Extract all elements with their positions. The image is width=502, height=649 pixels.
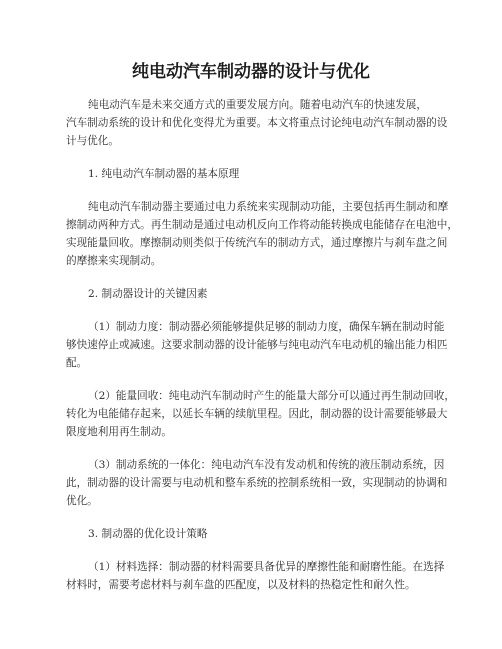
text-line: 够快速停止或减速。这要求制动器的设计能够与纯电动汽车电动机的输出能力相匹 [66,339,448,351]
text-line: （1）制动力度：制动器必须能够提供足够的制动力度，确保车辆在制动时能 [88,321,445,333]
text-line: 材料时，需要考虑材料与刹车盘的匹配度，以及材料的热稳定性和耐久性。 [66,579,416,591]
section-heading: 2. 制动器设计的关键因素 [88,288,208,300]
document-title: 纯电动汽车制动器的设计与优化 [132,62,370,82]
text-line: （1）材料选择：制动器的材料需要具备优异的摩擦性能和耐磨性能。在选择 [88,561,445,573]
text-line: （3）制动系统的一体化：纯电动汽车没有发动机和传统的液压制动系统，因 [88,459,445,471]
text-line: 计与优化。 [66,135,119,147]
text-line: 配。 [66,357,88,369]
text-line: 优化。 [66,495,98,507]
text-line: 此，制动器的设计需要与电动机和整车系统的控制系统相一致，实现制动的协调和 [66,477,448,489]
text-line: 纯电动汽车是未来交通方式的重要发展方向。随着电动汽车的快速发展， [88,99,427,111]
text-line: （2）能量回收：纯电动汽车制动时产生的能量大部分可以通过再生制动回收， [88,390,455,402]
text-line: 实现能量回收。摩擦制动则类似于传统汽车的制动方式，通过摩擦片与刹车盘之间 [66,237,448,249]
section-heading: 1. 纯电动汽车制动器的基本原理 [88,168,240,180]
text-line: 擦制动两种方式。再生制动是通过电动机反向工作将动能转换成电能储存在电池中， [66,219,458,231]
text-line: 汽车制动系统的设计和优化变得尤为重要。本文将重点讨论纯电动汽车制动器的设 [66,117,448,129]
text-line: 转化为电能储存起来，以延长车辆的续航里程。因此，制动器的设计需要能够最大 [66,408,448,420]
section-heading: 3. 制动器的优化设计策略 [88,528,208,540]
text-line: 限度地利用再生制动。 [66,426,172,438]
text-line: 的摩擦来实现制动。 [66,255,162,267]
text-line: 纯电动汽车制动器主要通过电力系统来实现制动功能，主要包括再生制动和摩 [88,201,449,213]
